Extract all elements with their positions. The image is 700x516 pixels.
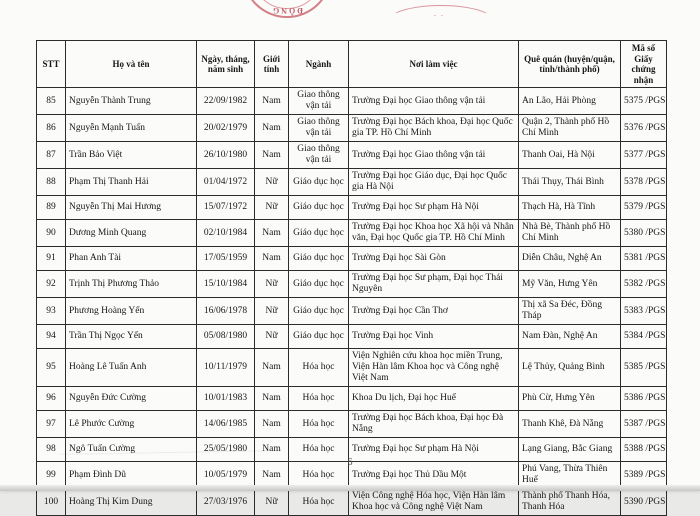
- cell-cert: 5376 /PGS: [621, 115, 667, 142]
- cell-cert: 5385 /PGS: [621, 349, 667, 387]
- cell-name: Phan Anh Tài: [66, 247, 197, 271]
- cell-name: Nguyễn Thị Mai Hương: [66, 196, 197, 220]
- cell-stt: 94: [37, 325, 66, 349]
- cell-field: Hóa học: [289, 489, 349, 516]
- table-row: [37, 387, 667, 411]
- table-row: [37, 220, 667, 247]
- cell-name: Trần Thị Ngọc Yến: [66, 325, 197, 349]
- cell-hometown: Phù Cừ, Hưng Yên: [519, 387, 621, 411]
- cell-dob: 25/05/1980: [197, 438, 255, 462]
- cell-workplace: Viện Nghiên cứu khoa học miền Trung, Viện Hàn lâm Khoa học và Công nghệ Việt Nam: [349, 349, 519, 387]
- cell-cert: 5386 /PGS: [621, 387, 667, 411]
- cell-workplace: Trường Đại học Cần Thơ: [349, 298, 519, 325]
- cell-hometown: Mỹ Văn, Hưng Yên: [519, 271, 621, 298]
- cell-name: Lê Phước Cường: [66, 411, 197, 438]
- cell-hometown: Thạch Hà, Hà Tĩnh: [519, 196, 621, 220]
- header-row: [37, 41, 667, 88]
- cell-stt: 86: [37, 115, 66, 142]
- cell-cert: 5378 /PGS: [621, 169, 667, 196]
- cell-name: Trịnh Thị Phương Thảo: [66, 271, 197, 298]
- cell-hometown: Lạng Giang, Bắc Giang: [519, 438, 621, 462]
- cell-hometown: Thái Thụy, Thái Bình: [519, 169, 621, 196]
- cell-gender: Nam: [255, 387, 289, 411]
- table-row: [37, 88, 667, 115]
- table-row: [37, 411, 667, 438]
- cell-cert: 5388 /PGS: [621, 438, 667, 462]
- cell-hometown: Lệ Thủy, Quảng Bình: [519, 349, 621, 387]
- cell-hometown: Nam Đàn, Nghệ An: [519, 325, 621, 349]
- seal-text: ĐÔNG: [271, 6, 303, 15]
- cell-field: Hóa học: [289, 349, 349, 387]
- cell-dob: 10/05/1979: [197, 462, 255, 489]
- table-row: [37, 489, 667, 516]
- cell-gender: Nữ: [255, 298, 289, 325]
- cell-cert: 5380 /PGS: [621, 220, 667, 247]
- cell-workplace: Trường Đại học Bách khoa, Đại học Quốc gia TP. Hồ Chí Minh: [349, 115, 519, 142]
- cell-field: Giáo dục học: [289, 247, 349, 271]
- cell-cert: 5387 /PGS: [621, 411, 667, 438]
- cell-name: Hoàng Thị Kim Dung: [66, 489, 197, 516]
- cell-workplace: Trường Đại học Giao thông vận tải: [349, 88, 519, 115]
- cell-workplace: Trường Đại học Vinh: [349, 325, 519, 349]
- cell-gender: Nữ: [255, 196, 289, 220]
- cell-dob: 22/09/1982: [197, 88, 255, 115]
- cell-gender: Nam: [255, 142, 289, 169]
- cell-name: Nguyễn Mạnh Tuấn: [66, 115, 197, 142]
- cell-workplace: Trường Đại học Sư phạm Hà Nội: [349, 438, 519, 462]
- cell-stt: 90: [37, 220, 66, 247]
- cell-field: Giáo dục học: [289, 220, 349, 247]
- table-row: [37, 169, 667, 196]
- cell-field: Hóa học: [289, 462, 349, 489]
- cell-hometown: Phú Vang, Thừa Thiên Huế: [519, 462, 621, 489]
- cell-name: Phạm Thị Thanh Hải: [66, 169, 197, 196]
- cell-dob: 15/10/1984: [197, 271, 255, 298]
- cell-stt: 91: [37, 247, 66, 271]
- cell-dob: 27/03/1976: [197, 489, 255, 516]
- cell-name: Nguyễn Đức Cường: [66, 387, 197, 411]
- cell-hometown: Nhà Bè, Thành phố Hồ Chí Minh: [519, 220, 621, 247]
- cell-dob: 26/10/1980: [197, 142, 255, 169]
- seal-ink-specks: [432, 14, 446, 17]
- cell-name: Hoàng Lê Tuấn Anh: [66, 349, 197, 387]
- cell-cert: 5384 /PGS: [621, 325, 667, 349]
- round-official-seal-fragment: [242, 0, 332, 18]
- cell-field: Hóa học: [289, 438, 349, 462]
- cell-cert: 5390 /PGS: [621, 489, 667, 516]
- table-body: [37, 88, 667, 516]
- cell-gender: Nam: [255, 462, 289, 489]
- cell-cert: 5382 /PGS: [621, 271, 667, 298]
- cell-gender: Nam: [255, 247, 289, 271]
- cell-cert: 5379 /PGS: [621, 196, 667, 220]
- cell-field: Giáo dục học: [289, 271, 349, 298]
- cell-workplace: Khoa Du lịch, Đại học Huế: [349, 387, 519, 411]
- cell-stt: 88: [37, 169, 66, 196]
- cell-stt: 99: [37, 462, 66, 489]
- cell-gender: Nam: [255, 349, 289, 387]
- cell-stt: 95: [37, 349, 66, 387]
- cell-hometown: Diễn Châu, Nghệ An: [519, 247, 621, 271]
- cell-workplace: Trường Đại học Giáo dục, Đại học Quốc gia Hà Nội: [349, 169, 519, 196]
- cell-workplace: Trường Đại học Khoa học Xã hội và Nhân văn, Đại học Quốc gia TP. Hồ Chí Minh: [349, 220, 519, 247]
- cell-dob: 05/08/1980: [197, 325, 255, 349]
- cell-cert: 5383 /PGS: [621, 298, 667, 325]
- cell-field: Giáo dục học: [289, 196, 349, 220]
- cell-name: Phương Hoàng Yến: [66, 298, 197, 325]
- cell-hometown: Thanh Oai, Hà Nội: [519, 142, 621, 169]
- table-row: [37, 142, 667, 169]
- cell-dob: 17/05/1959: [197, 247, 255, 271]
- header-cert: Mã số Giấy chứng nhận: [621, 41, 667, 88]
- cell-stt: 92: [37, 271, 66, 298]
- cell-gender: Nam: [255, 220, 289, 247]
- cell-stt: 98: [37, 438, 66, 462]
- table-header: [37, 41, 667, 88]
- cell-hometown: Quận 2, Thành phố Hồ Chí Minh: [519, 115, 621, 142]
- cell-name: Phạm Đình Dũ: [66, 462, 197, 489]
- cell-dob: 20/02/1979: [197, 115, 255, 142]
- cell-dob: 10/01/1983: [197, 387, 255, 411]
- cell-gender: Nữ: [255, 489, 289, 516]
- cell-name: Trần Bảo Việt: [66, 142, 197, 169]
- cell-gender: Nam: [255, 411, 289, 438]
- header-workplace: Nơi làm việc: [349, 41, 519, 88]
- cell-gender: Nữ: [255, 271, 289, 298]
- cell-workplace: Trường Đại học Sư phạm, Đại học Thái Nguyên: [349, 271, 519, 298]
- cell-dob: 02/10/1984: [197, 220, 255, 247]
- cell-name: Dương Minh Quang: [66, 220, 197, 247]
- cell-stt: 87: [37, 142, 66, 169]
- cell-field: Giáo dục học: [289, 169, 349, 196]
- cell-field: Giao thông vận tải: [289, 115, 349, 142]
- table-row: [37, 115, 667, 142]
- cell-gender: Nam: [255, 438, 289, 462]
- cell-name: Nguyễn Thành Trung: [66, 88, 197, 115]
- header-dob: Ngày, tháng, năm sinh: [197, 41, 255, 88]
- table-row: [37, 247, 667, 271]
- cell-field: Giao thông vận tải: [289, 142, 349, 169]
- curved-seal-arc-fragment: [388, 5, 494, 37]
- cell-gender: Nam: [255, 115, 289, 142]
- cell-field: Giáo dục học: [289, 325, 349, 349]
- cell-hometown: Thị xã Sa Đéc, Đồng Tháp: [519, 298, 621, 325]
- cell-hometown: Thành phố Thanh Hóa, Thanh Hóa: [519, 489, 621, 516]
- cell-stt: 93: [37, 298, 66, 325]
- cell-gender: Nữ: [255, 325, 289, 349]
- header-name: Họ và tên: [66, 41, 197, 88]
- cell-dob: 16/06/1978: [197, 298, 255, 325]
- header-hometown: Quê quán (huyện/quận, tỉnh/thành phố): [519, 41, 621, 88]
- cell-hometown: Thanh Khê, Đà Nẵng: [519, 411, 621, 438]
- cell-stt: 89: [37, 196, 66, 220]
- cell-workplace: Viện Công nghệ Hóa học, Viện Hàn lâm Khoa học và Công nghệ Việt Nam: [349, 489, 519, 516]
- cell-dob: 14/06/1985: [197, 411, 255, 438]
- cell-field: Hóa học: [289, 387, 349, 411]
- cell-hometown: An Lão, Hải Phòng: [519, 88, 621, 115]
- cell-name: Ngô Tuấn Cường: [66, 438, 197, 462]
- header-field: Ngành: [289, 41, 349, 88]
- cell-dob: 15/07/1972: [197, 196, 255, 220]
- scan-bottom-edge: [0, 485, 700, 491]
- cell-workplace: Trường Đại học Giao thông vận tải: [349, 142, 519, 169]
- cell-cert: 5381 /PGS: [621, 247, 667, 271]
- cell-gender: Nữ: [255, 169, 289, 196]
- header-gender: Giới tính: [255, 41, 289, 88]
- cell-workplace: Trường Đại học Thủ Dầu Một: [349, 462, 519, 489]
- table-row: [37, 349, 667, 387]
- table-row: [37, 196, 667, 220]
- cell-dob: 01/04/1972: [197, 169, 255, 196]
- cell-cert: 5375 /PGS: [621, 88, 667, 115]
- cell-gender: Nam: [255, 88, 289, 115]
- cell-dob: 10/11/1979: [197, 349, 255, 387]
- cell-field: Giao thông vận tải: [289, 88, 349, 115]
- cell-cert: 5377 /PGS: [621, 142, 667, 169]
- cell-field: Giáo dục học: [289, 298, 349, 325]
- cell-stt: 96: [37, 387, 66, 411]
- table-row: [37, 325, 667, 349]
- cell-stt: 85: [37, 88, 66, 115]
- professor-certificate-table: [36, 40, 667, 516]
- table-row: [37, 298, 667, 325]
- cell-stt: 100: [37, 489, 66, 516]
- page-number: 6: [347, 457, 353, 468]
- header-stt: STT: [37, 41, 66, 88]
- cell-workplace: Trường Đại học Sư phạm Hà Nội: [349, 196, 519, 220]
- table-row: [37, 271, 667, 298]
- cell-workplace: Trường Đại học Bách khoa, Đại học Đà Nẵng: [349, 411, 519, 438]
- cell-workplace: Trường Đại học Sài Gòn: [349, 247, 519, 271]
- cell-field: Hóa học: [289, 411, 349, 438]
- cell-cert: 5389 /PGS: [621, 462, 667, 489]
- cell-stt: 97: [37, 411, 66, 438]
